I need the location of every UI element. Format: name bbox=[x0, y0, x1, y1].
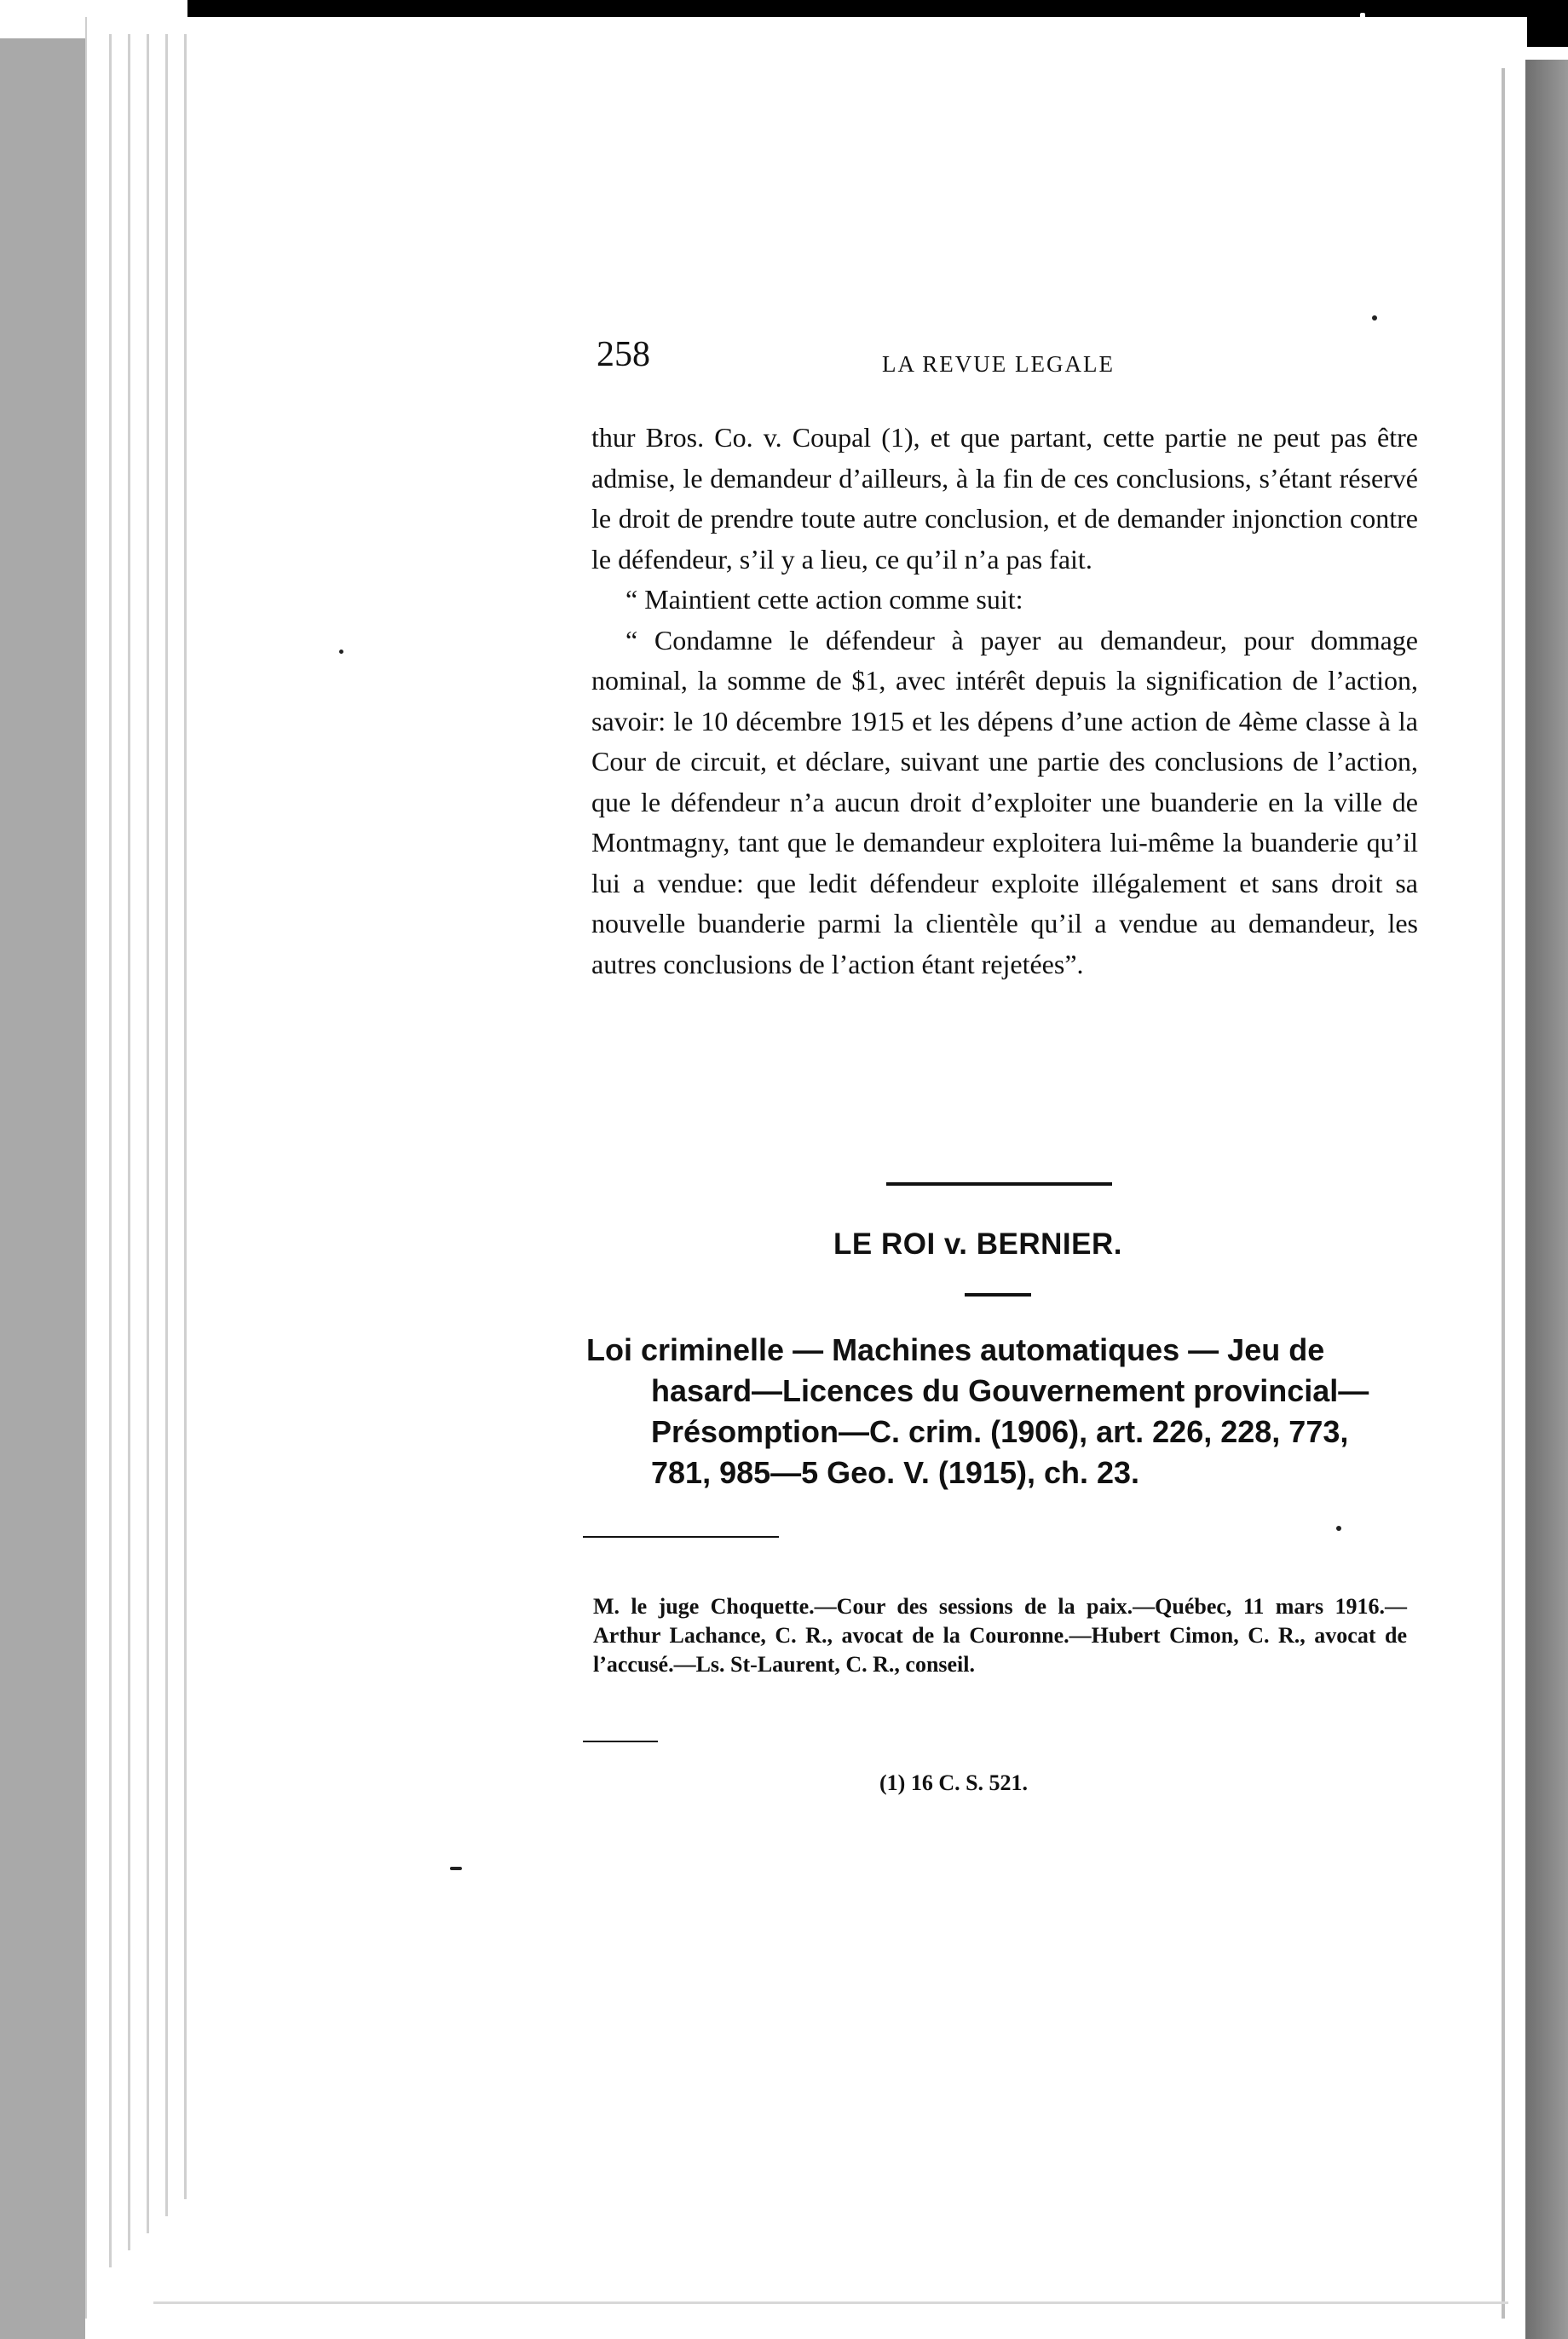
scan-speck bbox=[1336, 1526, 1341, 1531]
scan-speck bbox=[1372, 315, 1377, 321]
reporter-note: M. le juge Choquette.—Cour des sessions de la paix.—Québec, 11 mars 1916.—Arthur Lachance, C. R., avocat de la Couronne.—Hubert Cimon, C. R., avocat de l’accusé.—Ls. St-Laurent, C. R., conseil. bbox=[593, 1594, 1407, 1677]
page-edge-right bbox=[1502, 68, 1505, 2319]
page-leaf-edge bbox=[184, 34, 187, 2199]
paragraph: “ Condamne le défendeur à payer au demandeur, pour dommage nominal, la somme de $1, avec intérêt depuis la signification de l’action, savoir: le 10 décembre 1915 et les dépens d’une action de 4ème classe à la Cour de circuit, et déclare, suivant une partie des conclusions de l’action, que le défendeur n’a aucun droit d’exploiter une buanderie en la ville de Montmagny, tant que le demandeur exploitera lui-même la buanderie qu’il lui a vendue: que ledit défendeur exploite illégalement et sans droit sa nouvelle buanderie parmi la clientèle qu’il a vendue au demandeur, les autres conclusions de l’action étant rejetées”. bbox=[591, 624, 1418, 979]
headnote: Loi criminelle — Machines automatiques — Jeu de hasard—Licences du Gouvernement provincial—Présomption—C. crim. (1906), art. 226, 228, 773, 781, 985—5 Geo. V. (1915), ch. 23. bbox=[586, 1332, 1369, 1490]
title-rule bbox=[965, 1293, 1031, 1297]
scan-mark bbox=[1360, 13, 1365, 30]
page-leaf-edge bbox=[109, 34, 112, 2267]
scan-speck bbox=[450, 1867, 462, 1870]
section-divider bbox=[886, 1182, 1112, 1186]
paragraph: “ Maintient cette action comme suit: bbox=[625, 584, 1023, 615]
page-edge-bottom bbox=[153, 2301, 1508, 2304]
case-title: LE ROI v. BERNIER. bbox=[833, 1227, 1122, 1261]
page-sheet bbox=[85, 17, 1527, 2319]
paragraph: thur Bros. Co. v. Coupal (1), et que partant, cette partie ne peut pas être admise, le demandeur d’ailleurs, à la fin de ces conclusions, s’étant réservé le droit de prendre toute autre conclusion, et de demander injonction contre le défendeur, s’il y a lieu, ce qu’il n’a pas fait. bbox=[591, 422, 1418, 575]
footnote-divider bbox=[583, 1741, 658, 1742]
footnote: (1) 16 C. S. 521. bbox=[879, 1770, 1029, 1795]
scan-speck bbox=[339, 650, 343, 654]
scan-right-margin bbox=[1525, 60, 1568, 2339]
page-leaf-edge bbox=[165, 34, 168, 2216]
body-text bbox=[591, 418, 1418, 985]
scan-left-margin bbox=[0, 38, 85, 2339]
page-leaf-edge bbox=[147, 34, 149, 2233]
running-title: LA REVUE LEGALE bbox=[882, 351, 1115, 377]
note-divider bbox=[583, 1536, 779, 1538]
page-leaf-edge bbox=[128, 34, 130, 2250]
page-number: 258 bbox=[597, 335, 650, 374]
